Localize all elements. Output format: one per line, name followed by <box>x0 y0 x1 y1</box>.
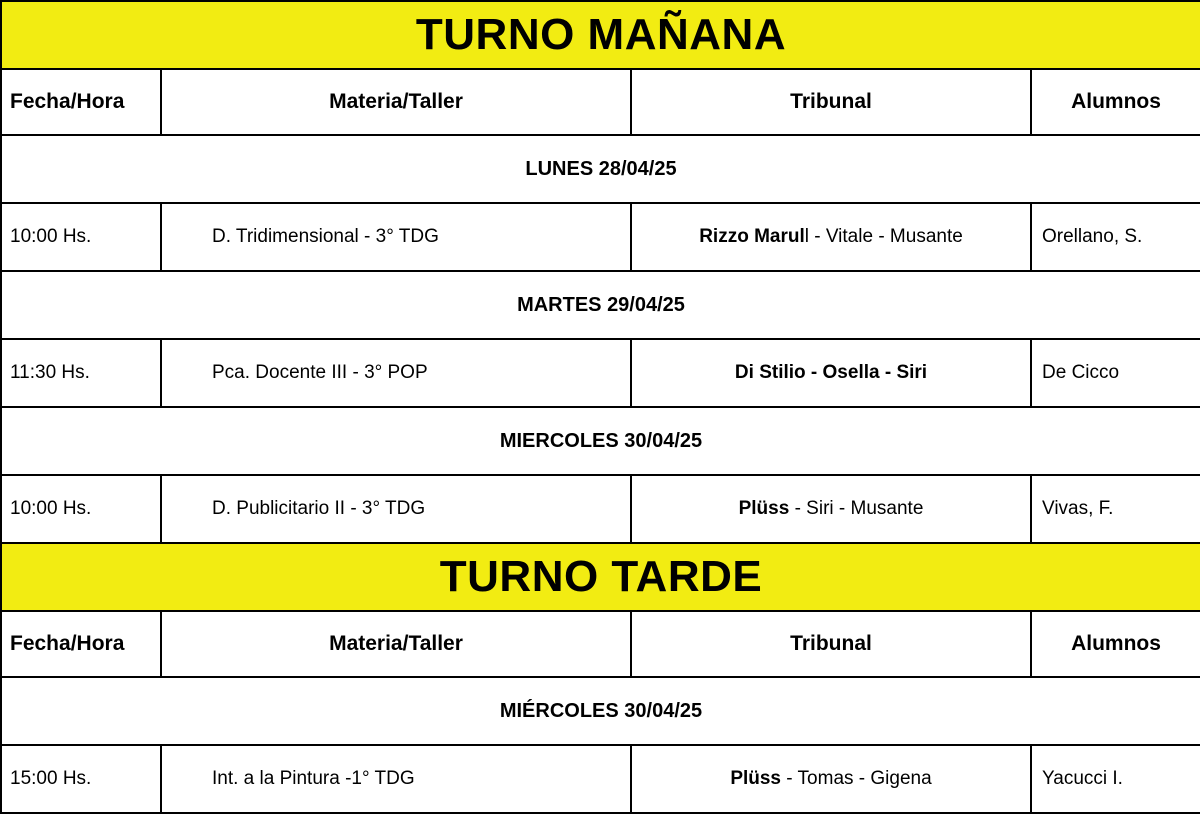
cell-tribunal-bold: Plüss <box>738 498 790 519</box>
cell-materia: D. Tridimensional - 3° TDG <box>161 203 631 271</box>
cell-tribunal-bold: Di Stilio - Osella - Siri <box>734 362 928 383</box>
section-banner-afternoon: TURNO TARDE <box>1 543 1200 611</box>
cell-hora: 15:00 Hs. <box>1 745 161 813</box>
cell-tribunal-rest: l - Vitale - Musante <box>804 226 963 247</box>
cell-tribunal-bold: Rizzo Marul <box>699 226 805 247</box>
cell-tribunal-rest: - Tomas - Gigena <box>781 768 932 789</box>
header-alumnos-morning: Alumnos <box>1031 69 1200 135</box>
date-label: MIERCOLES 30/04/25 <box>1 407 1200 475</box>
cell-alumnos: De Cicco <box>1031 339 1200 407</box>
date-group-row <box>1 271 1200 339</box>
date-group-row <box>1 677 1200 745</box>
table-row <box>1 745 1200 813</box>
cell-tribunal-rest: - Siri - Musante <box>789 498 924 519</box>
header-tribunal-afternoon: Tribunal <box>631 611 1031 677</box>
date-label: MARTES 29/04/25 <box>1 271 1200 339</box>
table-row <box>1 475 1200 543</box>
cell-tribunal <box>631 745 1031 813</box>
section-banner-row-afternoon <box>1 543 1200 611</box>
table-row <box>1 203 1200 271</box>
cell-hora: 10:00 Hs. <box>1 203 161 271</box>
table-row <box>1 339 1200 407</box>
date-group-row <box>1 407 1200 475</box>
cell-alumnos: Vivas, F. <box>1031 475 1200 543</box>
cell-hora: 11:30 Hs. <box>1 339 161 407</box>
cell-tribunal <box>631 203 1031 271</box>
date-label: MIÉRCOLES 30/04/25 <box>1 677 1200 745</box>
cell-tribunal <box>631 475 1031 543</box>
header-fecha-hora-afternoon: Fecha/Hora <box>1 611 161 677</box>
cell-alumnos: Yacucci I. <box>1031 745 1200 813</box>
section-banner-morning: TURNO MAÑANA <box>1 1 1200 69</box>
header-materia-taller-morning: Materia/Taller <box>161 69 631 135</box>
header-alumnos-afternoon: Alumnos <box>1031 611 1200 677</box>
cell-materia: D. Publicitario II - 3° TDG <box>161 475 631 543</box>
cell-materia: Int. a la Pintura -1° TDG <box>161 745 631 813</box>
header-materia-taller-afternoon: Materia/Taller <box>161 611 631 677</box>
cell-tribunal <box>631 339 1031 407</box>
cell-tribunal-bold: Plüss <box>730 768 782 789</box>
section-banner-row-morning <box>1 1 1200 69</box>
header-tribunal-morning: Tribunal <box>631 69 1031 135</box>
cell-alumnos: Orellano, S. <box>1031 203 1200 271</box>
column-header-row-afternoon <box>1 611 1200 677</box>
date-group-row <box>1 135 1200 203</box>
cell-materia: Pca. Docente III - 3° POP <box>161 339 631 407</box>
header-fecha-hora-morning: Fecha/Hora <box>1 69 161 135</box>
date-label: LUNES 28/04/25 <box>1 135 1200 203</box>
column-header-row-morning <box>1 69 1200 135</box>
cell-hora: 10:00 Hs. <box>1 475 161 543</box>
